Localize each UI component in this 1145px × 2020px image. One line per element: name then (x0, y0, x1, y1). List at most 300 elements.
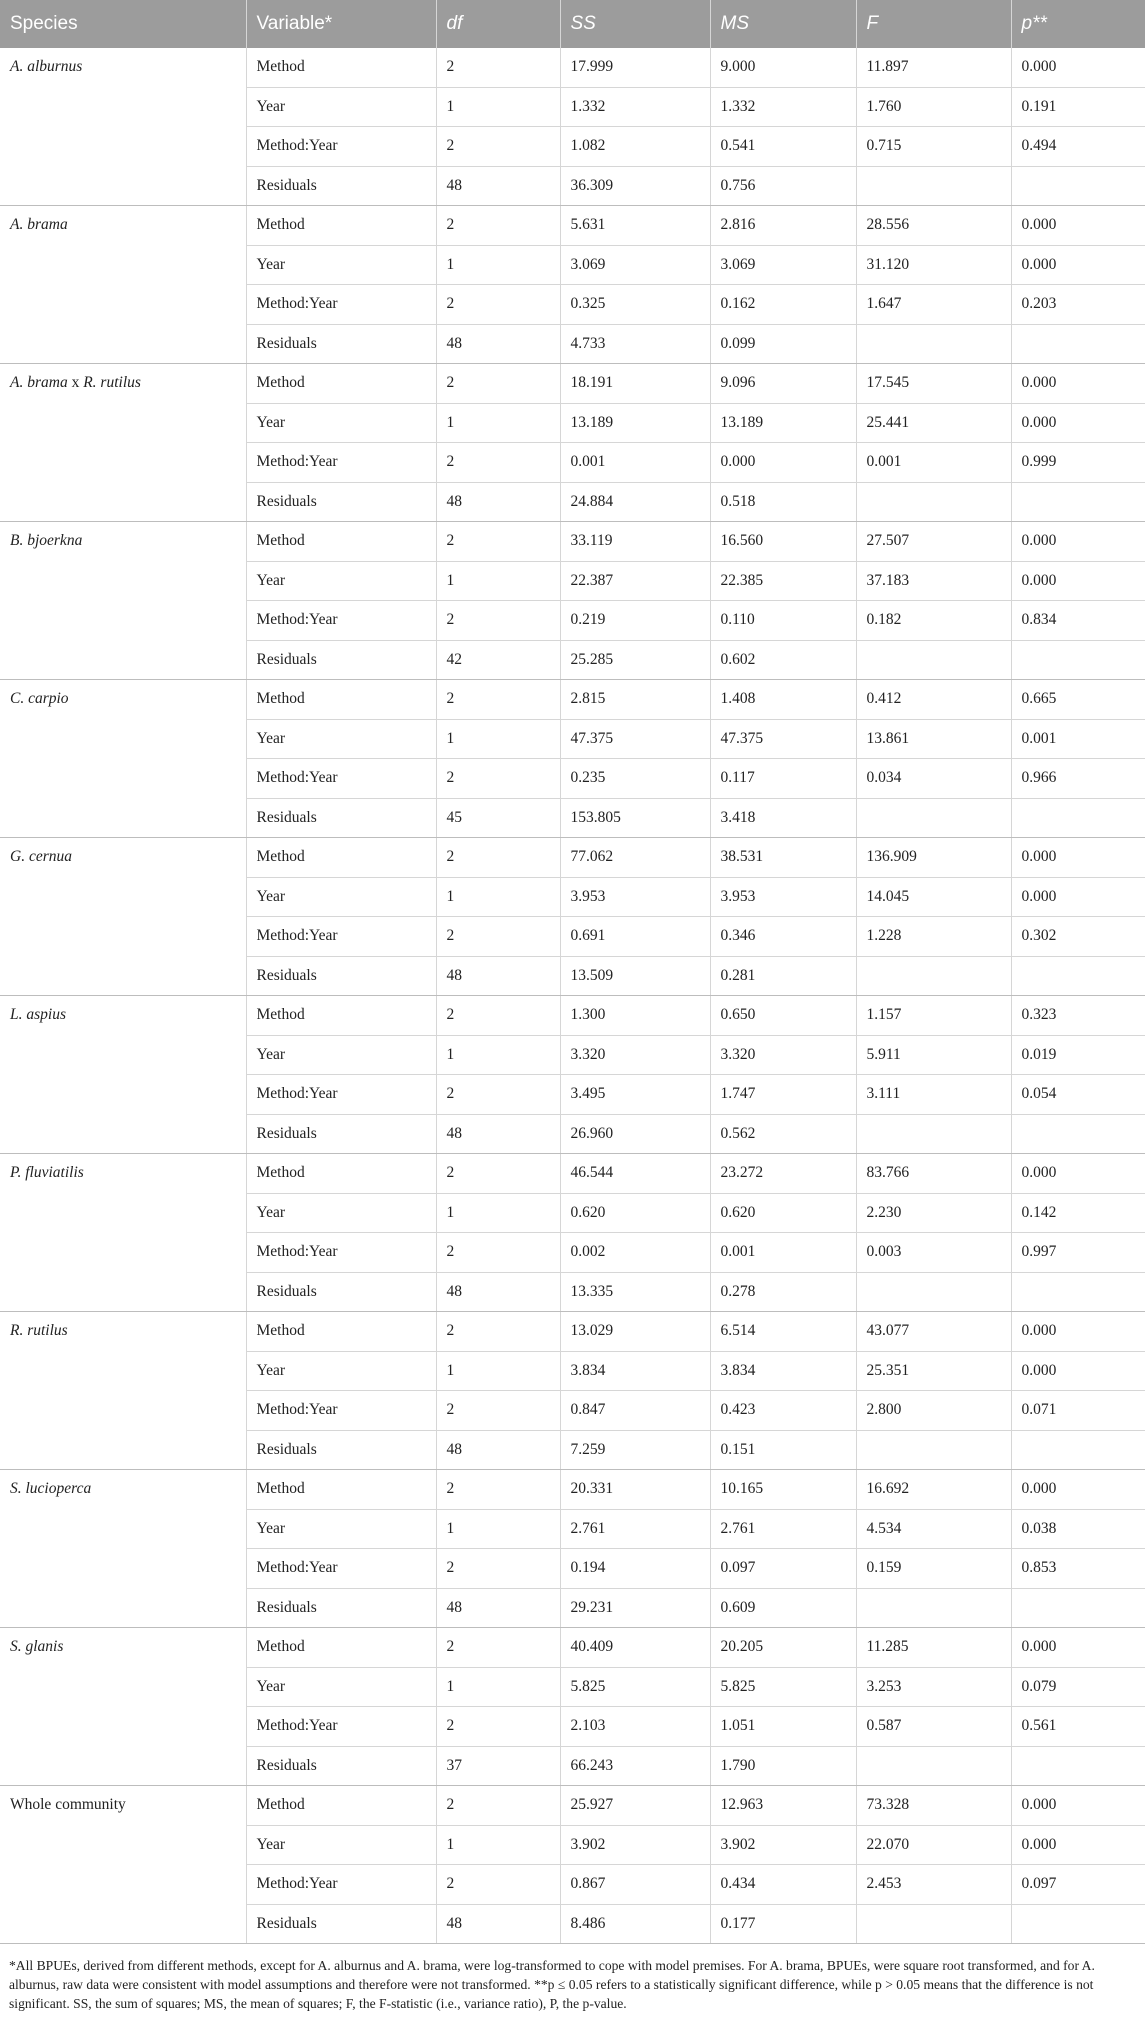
ss-cell: 153.805 (560, 798, 710, 838)
variable-cell: Year (246, 1035, 436, 1075)
table-row (0, 838, 1145, 878)
df-cell: 2 (436, 1707, 560, 1747)
df-cell: 2 (436, 1391, 560, 1431)
table-row (0, 364, 1145, 404)
variable-cell: Method (246, 48, 436, 87)
header-ss: SS (560, 0, 710, 48)
ms-cell: 0.434 (710, 1865, 856, 1905)
f-cell: 17.545 (856, 364, 1011, 404)
ms-cell: 0.562 (710, 1114, 856, 1154)
df-cell: 48 (436, 1114, 560, 1154)
variable-cell: Year (246, 403, 436, 443)
ss-cell: 1.082 (560, 127, 710, 167)
p-cell: 0.071 (1011, 1391, 1145, 1431)
df-cell: 1 (436, 877, 560, 917)
df-cell: 48 (436, 956, 560, 996)
p-cell: 0.834 (1011, 601, 1145, 641)
ss-cell: 3.320 (560, 1035, 710, 1075)
variable-cell: Method (246, 1154, 436, 1194)
species-cell: A. brama (0, 206, 246, 364)
p-cell: 0.079 (1011, 1667, 1145, 1707)
variable-cell: Year (246, 1825, 436, 1865)
ss-cell: 36.309 (560, 166, 710, 206)
species-cell: G. cernua (0, 838, 246, 996)
ms-cell: 0.151 (710, 1430, 856, 1470)
table-footnote: *All BPUEs, derived from different methods, except for A. alburnus and A. brama, were log-transformed to cope with model premises. For A. brama, BPUEs, were square root transformed, and for A. alburnus, raw data were consistent with model assumptions and therefore were not transformed. **p ≤ 0.05 refers to a statistically significant difference, while p > 0.05 means that the difference is not significant. SS, the sum of squares; MS, the mean of squares; F, the F-statistic (i.e., variance ratio), P, the p-value. (9, 1958, 1095, 2011)
variable-cell: Method:Year (246, 1549, 436, 1589)
f-cell: 5.911 (856, 1035, 1011, 1075)
variable-cell: Method (246, 206, 436, 246)
table-row (0, 1154, 1145, 1194)
table-body (0, 48, 1145, 1944)
f-cell: 2.800 (856, 1391, 1011, 1431)
table-row (0, 1786, 1145, 1826)
df-cell: 48 (436, 482, 560, 522)
df-cell: 2 (436, 48, 560, 87)
f-cell: 3.253 (856, 1667, 1011, 1707)
variable-cell: Year (246, 561, 436, 601)
ss-cell: 8.486 (560, 1904, 710, 1944)
ms-cell: 0.518 (710, 482, 856, 522)
ss-cell: 20.331 (560, 1470, 710, 1510)
ss-cell: 33.119 (560, 522, 710, 562)
p-cell: 0.853 (1011, 1549, 1145, 1589)
p-cell: 0.000 (1011, 838, 1145, 878)
ss-cell: 3.069 (560, 245, 710, 285)
df-cell: 1 (436, 1351, 560, 1391)
ms-cell: 5.825 (710, 1667, 856, 1707)
species-cell: L. aspius (0, 996, 246, 1154)
f-cell: 3.111 (856, 1075, 1011, 1115)
f-cell: 73.328 (856, 1786, 1011, 1826)
ms-cell: 10.165 (710, 1470, 856, 1510)
ms-cell: 0.756 (710, 166, 856, 206)
ms-cell: 0.602 (710, 640, 856, 680)
f-cell: 25.351 (856, 1351, 1011, 1391)
df-cell: 2 (436, 759, 560, 799)
p-cell: 0.000 (1011, 522, 1145, 562)
ms-cell: 0.162 (710, 285, 856, 325)
f-cell (856, 1904, 1011, 1944)
p-cell: 0.000 (1011, 206, 1145, 246)
p-cell (1011, 640, 1145, 680)
ss-cell: 0.847 (560, 1391, 710, 1431)
variable-cell: Residuals (246, 640, 436, 680)
df-cell: 1 (436, 561, 560, 601)
df-cell: 2 (436, 1786, 560, 1826)
ss-cell: 13.029 (560, 1312, 710, 1352)
p-cell (1011, 1588, 1145, 1628)
p-cell (1011, 1746, 1145, 1786)
ms-cell: 1.747 (710, 1075, 856, 1115)
ss-cell: 13.509 (560, 956, 710, 996)
p-cell: 0.997 (1011, 1233, 1145, 1273)
df-cell: 48 (436, 1430, 560, 1470)
p-cell (1011, 166, 1145, 206)
f-cell (856, 956, 1011, 996)
ms-cell: 22.385 (710, 561, 856, 601)
f-cell: 11.897 (856, 48, 1011, 87)
ms-cell: 0.117 (710, 759, 856, 799)
variable-cell: Method (246, 1628, 436, 1668)
variable-cell: Method:Year (246, 285, 436, 325)
species-cell: C. carpio (0, 680, 246, 838)
ms-cell: 6.514 (710, 1312, 856, 1352)
df-cell: 48 (436, 166, 560, 206)
p-cell (1011, 1904, 1145, 1944)
species-cell: R. rutilus (0, 1312, 246, 1470)
variable-cell: Year (246, 245, 436, 285)
ss-cell: 46.544 (560, 1154, 710, 1194)
p-cell: 0.999 (1011, 443, 1145, 483)
variable-cell: Method:Year (246, 1865, 436, 1905)
f-cell (856, 798, 1011, 838)
table-row (0, 1470, 1145, 1510)
variable-cell: Method:Year (246, 917, 436, 957)
variable-cell: Method (246, 1786, 436, 1826)
f-cell: 0.001 (856, 443, 1011, 483)
ss-cell: 2.761 (560, 1509, 710, 1549)
variable-cell: Residuals (246, 1430, 436, 1470)
ms-cell: 16.560 (710, 522, 856, 562)
f-cell: 25.441 (856, 403, 1011, 443)
variable-cell: Residuals (246, 1588, 436, 1628)
variable-cell: Method (246, 364, 436, 404)
ms-cell: 0.001 (710, 1233, 856, 1273)
variable-cell: Residuals (246, 798, 436, 838)
ss-cell: 0.219 (560, 601, 710, 641)
p-cell: 0.561 (1011, 1707, 1145, 1747)
df-cell: 1 (436, 245, 560, 285)
p-cell: 0.000 (1011, 1825, 1145, 1865)
species-cell: B. bjoerkna (0, 522, 246, 680)
ss-cell: 2.815 (560, 680, 710, 720)
species-cell: S. lucioperca (0, 1470, 246, 1628)
header-p: p** (1011, 0, 1145, 48)
p-cell: 0.000 (1011, 1312, 1145, 1352)
f-cell: 31.120 (856, 245, 1011, 285)
f-cell (856, 1272, 1011, 1312)
df-cell: 1 (436, 1035, 560, 1075)
df-cell: 48 (436, 324, 560, 364)
variable-cell: Method:Year (246, 1391, 436, 1431)
ms-cell: 20.205 (710, 1628, 856, 1668)
variable-cell: Residuals (246, 166, 436, 206)
f-cell: 22.070 (856, 1825, 1011, 1865)
f-cell: 2.453 (856, 1865, 1011, 1905)
p-cell: 0.000 (1011, 1786, 1145, 1826)
ss-cell: 47.375 (560, 719, 710, 759)
f-cell: 0.715 (856, 127, 1011, 167)
ss-cell: 3.834 (560, 1351, 710, 1391)
ss-cell: 0.235 (560, 759, 710, 799)
df-cell: 1 (436, 719, 560, 759)
ms-cell: 0.423 (710, 1391, 856, 1431)
f-cell: 27.507 (856, 522, 1011, 562)
ms-cell: 9.096 (710, 364, 856, 404)
df-cell: 2 (436, 1865, 560, 1905)
variable-cell: Method:Year (246, 1233, 436, 1273)
ms-cell: 13.189 (710, 403, 856, 443)
p-cell: 0.000 (1011, 561, 1145, 601)
ss-cell: 17.999 (560, 48, 710, 87)
header-ms: MS (710, 0, 856, 48)
f-cell (856, 1746, 1011, 1786)
df-cell: 2 (436, 285, 560, 325)
ms-cell: 1.790 (710, 1746, 856, 1786)
p-cell: 0.000 (1011, 877, 1145, 917)
ms-cell: 0.541 (710, 127, 856, 167)
variable-cell: Method (246, 1312, 436, 1352)
f-cell (856, 166, 1011, 206)
f-cell: 136.909 (856, 838, 1011, 878)
df-cell: 2 (436, 522, 560, 562)
df-cell: 2 (436, 917, 560, 957)
ms-cell: 3.834 (710, 1351, 856, 1391)
df-cell: 2 (436, 680, 560, 720)
ms-cell: 1.051 (710, 1707, 856, 1747)
variable-cell: Year (246, 1193, 436, 1233)
variable-cell: Method (246, 1470, 436, 1510)
table-row (0, 1312, 1145, 1352)
variable-cell: Method:Year (246, 759, 436, 799)
ms-cell: 0.609 (710, 1588, 856, 1628)
f-cell: 0.034 (856, 759, 1011, 799)
df-cell: 1 (436, 1509, 560, 1549)
ss-cell: 0.325 (560, 285, 710, 325)
df-cell: 2 (436, 1233, 560, 1273)
df-cell: 2 (436, 996, 560, 1036)
table-row (0, 680, 1145, 720)
f-cell: 37.183 (856, 561, 1011, 601)
variable-cell: Method:Year (246, 601, 436, 641)
table-row (0, 206, 1145, 246)
f-cell: 0.587 (856, 1707, 1011, 1747)
ss-cell: 13.335 (560, 1272, 710, 1312)
p-cell (1011, 798, 1145, 838)
p-cell: 0.097 (1011, 1865, 1145, 1905)
p-cell (1011, 1272, 1145, 1312)
p-cell: 0.000 (1011, 48, 1145, 87)
variable-cell: Residuals (246, 1272, 436, 1312)
p-cell: 0.966 (1011, 759, 1145, 799)
ss-cell: 26.960 (560, 1114, 710, 1154)
variable-cell: Year (246, 87, 436, 127)
p-cell: 0.203 (1011, 285, 1145, 325)
table-row (0, 1628, 1145, 1668)
variable-cell: Method (246, 838, 436, 878)
df-cell: 1 (436, 403, 560, 443)
f-cell: 11.285 (856, 1628, 1011, 1668)
ss-cell: 0.691 (560, 917, 710, 957)
table-row (0, 522, 1145, 562)
ms-cell: 0.110 (710, 601, 856, 641)
f-cell (856, 1114, 1011, 1154)
species-cell: P. fluviatilis (0, 1154, 246, 1312)
ms-cell: 2.816 (710, 206, 856, 246)
ss-cell: 3.902 (560, 1825, 710, 1865)
ss-cell: 7.259 (560, 1430, 710, 1470)
f-cell: 1.760 (856, 87, 1011, 127)
df-cell: 48 (436, 1588, 560, 1628)
variable-cell: Residuals (246, 1746, 436, 1786)
ms-cell: 0.099 (710, 324, 856, 364)
p-cell: 0.000 (1011, 403, 1145, 443)
ss-cell: 29.231 (560, 1588, 710, 1628)
ss-cell: 25.285 (560, 640, 710, 680)
ss-cell: 40.409 (560, 1628, 710, 1668)
ms-cell: 1.408 (710, 680, 856, 720)
variable-cell: Residuals (246, 1114, 436, 1154)
ss-cell: 13.189 (560, 403, 710, 443)
variable-cell: Residuals (246, 956, 436, 996)
p-cell: 0.000 (1011, 1351, 1145, 1391)
ms-cell: 9.000 (710, 48, 856, 87)
ms-cell: 3.069 (710, 245, 856, 285)
ms-cell: 3.902 (710, 1825, 856, 1865)
p-cell: 0.000 (1011, 1628, 1145, 1668)
p-cell (1011, 956, 1145, 996)
df-cell: 45 (436, 798, 560, 838)
df-cell: 1 (436, 87, 560, 127)
ss-cell: 2.103 (560, 1707, 710, 1747)
variable-cell: Residuals (246, 482, 436, 522)
ms-cell: 0.097 (710, 1549, 856, 1589)
df-cell: 48 (436, 1904, 560, 1944)
ms-cell: 0.177 (710, 1904, 856, 1944)
df-cell: 2 (436, 127, 560, 167)
f-cell: 0.159 (856, 1549, 1011, 1589)
ss-cell: 5.631 (560, 206, 710, 246)
df-cell: 2 (436, 1549, 560, 1589)
ss-cell: 0.867 (560, 1865, 710, 1905)
df-cell: 2 (436, 1312, 560, 1352)
f-cell (856, 482, 1011, 522)
variable-cell: Method:Year (246, 1707, 436, 1747)
ss-cell: 77.062 (560, 838, 710, 878)
table-header-row (0, 0, 1145, 48)
ms-cell: 12.963 (710, 1786, 856, 1826)
ss-cell: 18.191 (560, 364, 710, 404)
ss-cell: 1.300 (560, 996, 710, 1036)
variable-cell: Method (246, 680, 436, 720)
ss-cell: 24.884 (560, 482, 710, 522)
df-cell: 2 (436, 1470, 560, 1510)
header-species: Species (0, 0, 246, 48)
ms-cell: 38.531 (710, 838, 856, 878)
ms-cell: 3.953 (710, 877, 856, 917)
ms-cell: 0.278 (710, 1272, 856, 1312)
df-cell: 2 (436, 1628, 560, 1668)
p-cell: 0.038 (1011, 1509, 1145, 1549)
ss-cell: 25.927 (560, 1786, 710, 1826)
p-cell: 0.054 (1011, 1075, 1145, 1115)
ms-cell: 0.000 (710, 443, 856, 483)
species-cell: A. brama x R. rutilus (0, 364, 246, 522)
variable-cell: Year (246, 877, 436, 917)
f-cell: 0.412 (856, 680, 1011, 720)
df-cell: 2 (436, 1154, 560, 1194)
variable-cell: Year (246, 1351, 436, 1391)
p-cell: 0.000 (1011, 1470, 1145, 1510)
f-cell: 1.157 (856, 996, 1011, 1036)
variable-cell: Year (246, 1667, 436, 1707)
p-cell: 0.494 (1011, 127, 1145, 167)
p-cell: 0.302 (1011, 917, 1145, 957)
f-cell (856, 1588, 1011, 1628)
df-cell: 2 (436, 1075, 560, 1115)
ss-cell: 4.733 (560, 324, 710, 364)
f-cell: 28.556 (856, 206, 1011, 246)
f-cell: 0.003 (856, 1233, 1011, 1273)
f-cell: 0.182 (856, 601, 1011, 641)
species-cell: S. glanis (0, 1628, 246, 1786)
ss-cell: 0.620 (560, 1193, 710, 1233)
variable-cell: Method (246, 996, 436, 1036)
f-cell (856, 1430, 1011, 1470)
ms-cell: 3.320 (710, 1035, 856, 1075)
variable-cell: Method:Year (246, 1075, 436, 1115)
df-cell: 1 (436, 1825, 560, 1865)
header-df: df (436, 0, 560, 48)
f-cell (856, 640, 1011, 680)
p-cell (1011, 324, 1145, 364)
p-cell: 0.000 (1011, 1154, 1145, 1194)
p-cell: 0.001 (1011, 719, 1145, 759)
p-cell (1011, 482, 1145, 522)
variable-cell: Year (246, 1509, 436, 1549)
f-cell: 43.077 (856, 1312, 1011, 1352)
ss-cell: 3.495 (560, 1075, 710, 1115)
df-cell: 48 (436, 1272, 560, 1312)
variable-cell: Method:Year (246, 443, 436, 483)
ss-cell: 0.002 (560, 1233, 710, 1273)
df-cell: 1 (436, 1193, 560, 1233)
variable-cell: Method (246, 522, 436, 562)
df-cell: 2 (436, 443, 560, 483)
species-cell: A. alburnus (0, 48, 246, 206)
p-cell (1011, 1430, 1145, 1470)
species-cell: Whole community (0, 1786, 246, 1944)
variable-cell: Residuals (246, 1904, 436, 1944)
variable-cell: Method:Year (246, 127, 436, 167)
ms-cell: 47.375 (710, 719, 856, 759)
ss-cell: 0.001 (560, 443, 710, 483)
df-cell: 2 (436, 206, 560, 246)
ss-cell: 5.825 (560, 1667, 710, 1707)
variable-cell: Year (246, 719, 436, 759)
ss-cell: 22.387 (560, 561, 710, 601)
f-cell: 2.230 (856, 1193, 1011, 1233)
table-row (0, 996, 1145, 1036)
f-cell: 13.861 (856, 719, 1011, 759)
ms-cell: 3.418 (710, 798, 856, 838)
ms-cell: 2.761 (710, 1509, 856, 1549)
p-cell: 0.019 (1011, 1035, 1145, 1075)
p-cell: 0.000 (1011, 245, 1145, 285)
ms-cell: 0.281 (710, 956, 856, 996)
p-cell: 0.142 (1011, 1193, 1145, 1233)
p-cell: 0.323 (1011, 996, 1145, 1036)
df-cell: 2 (436, 364, 560, 404)
df-cell: 1 (436, 1667, 560, 1707)
ms-cell: 0.346 (710, 917, 856, 957)
ss-cell: 0.194 (560, 1549, 710, 1589)
f-cell (856, 324, 1011, 364)
p-cell: 0.191 (1011, 87, 1145, 127)
header-f: F (856, 0, 1011, 48)
df-cell: 2 (436, 601, 560, 641)
